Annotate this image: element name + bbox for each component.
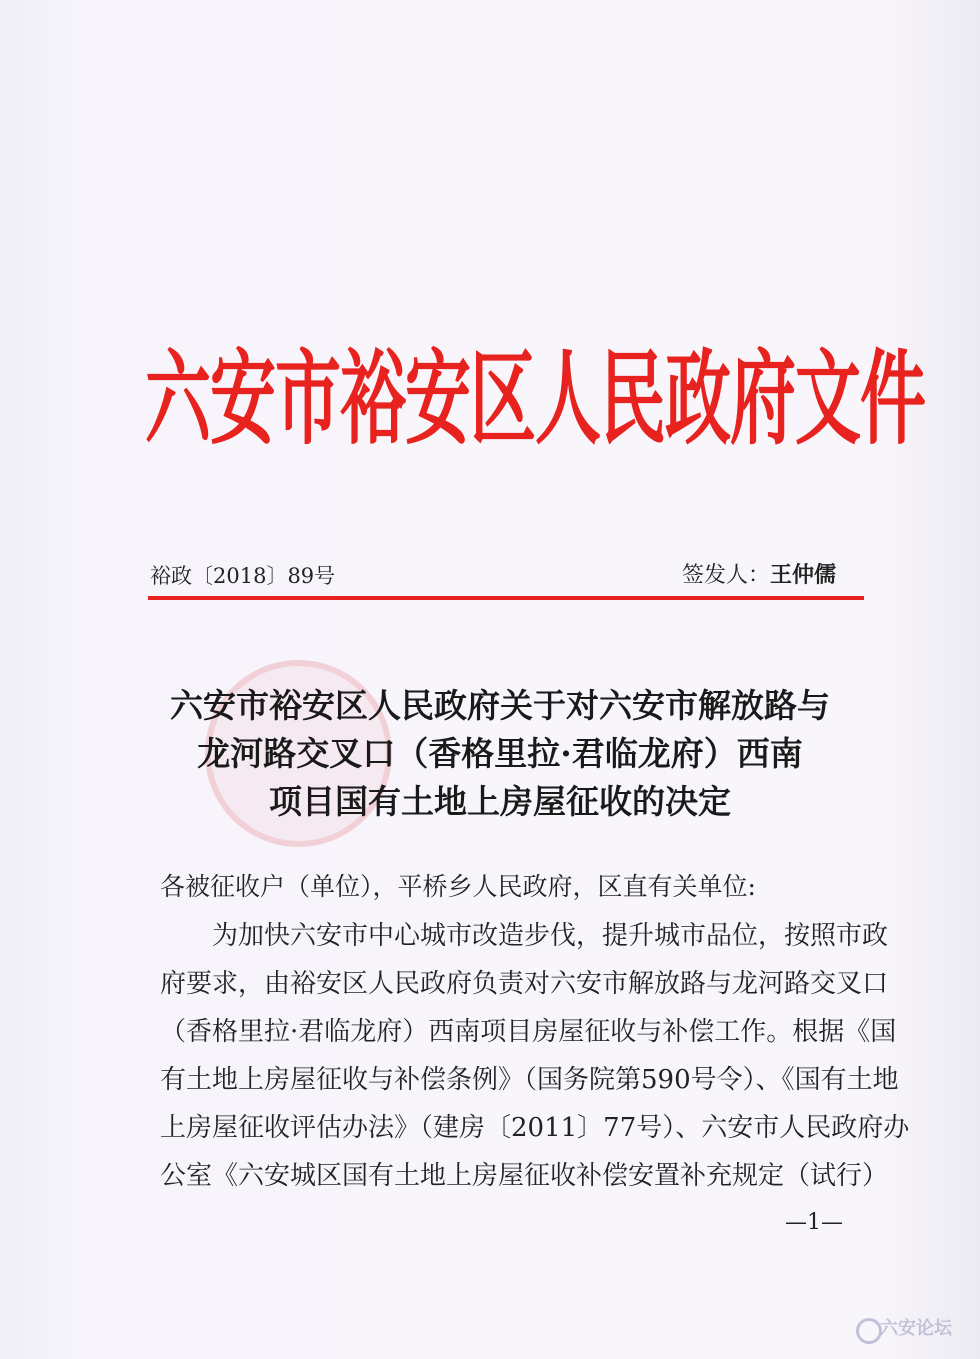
watermark-logo-icon [856,1318,882,1344]
body-line: （香格里拉·君临龙府）西南项目房屋征收与补偿工作。根据《国 [160,1017,897,1047]
document-title-line: 项目国有土地上房屋征收的决定 [269,782,731,821]
document-title-line: 六安市裕安区人民政府关于对六安市解放路与 [170,686,830,725]
signer-label: 签发人： [682,563,771,588]
page-number: —1— [785,1210,843,1235]
forum-watermark-logo [852,1310,977,1355]
watermark-text: 六安论坛 [880,1318,952,1339]
signer-name: 王仲儒 [770,562,837,588]
body-line: 府要求，由裕安区人民政府负责对六安市解放路与龙河路交叉口 [160,969,889,999]
body-line: 为加快六安市中心城市改造步伐，提升城市品位，按照市政 [212,921,889,951]
document-number: 裕政〔2018〕89号 [150,564,336,588]
body-line: 公室《六安城区国有土地上房屋征收补偿安置补充规定（试行） [160,1161,889,1191]
body-line: 上房屋征收评估办法》（建房〔2011〕77号）、六安市人民政府办 [160,1113,910,1143]
salutation: 各被征收户（单位），平桥乡人民政府，区直有关单位: [160,872,756,901]
signer [682,558,836,589]
red-divider [148,596,864,600]
document-title-line: 龙河路交叉口（香格里拉·君临龙府）西南 [197,734,803,773]
document-header-title: 六安市裕安区人民政府文件 [145,339,925,459]
body-line: 有土地上房屋征收与补偿条例》（国务院第590号令）、《国有土地 [160,1065,899,1095]
